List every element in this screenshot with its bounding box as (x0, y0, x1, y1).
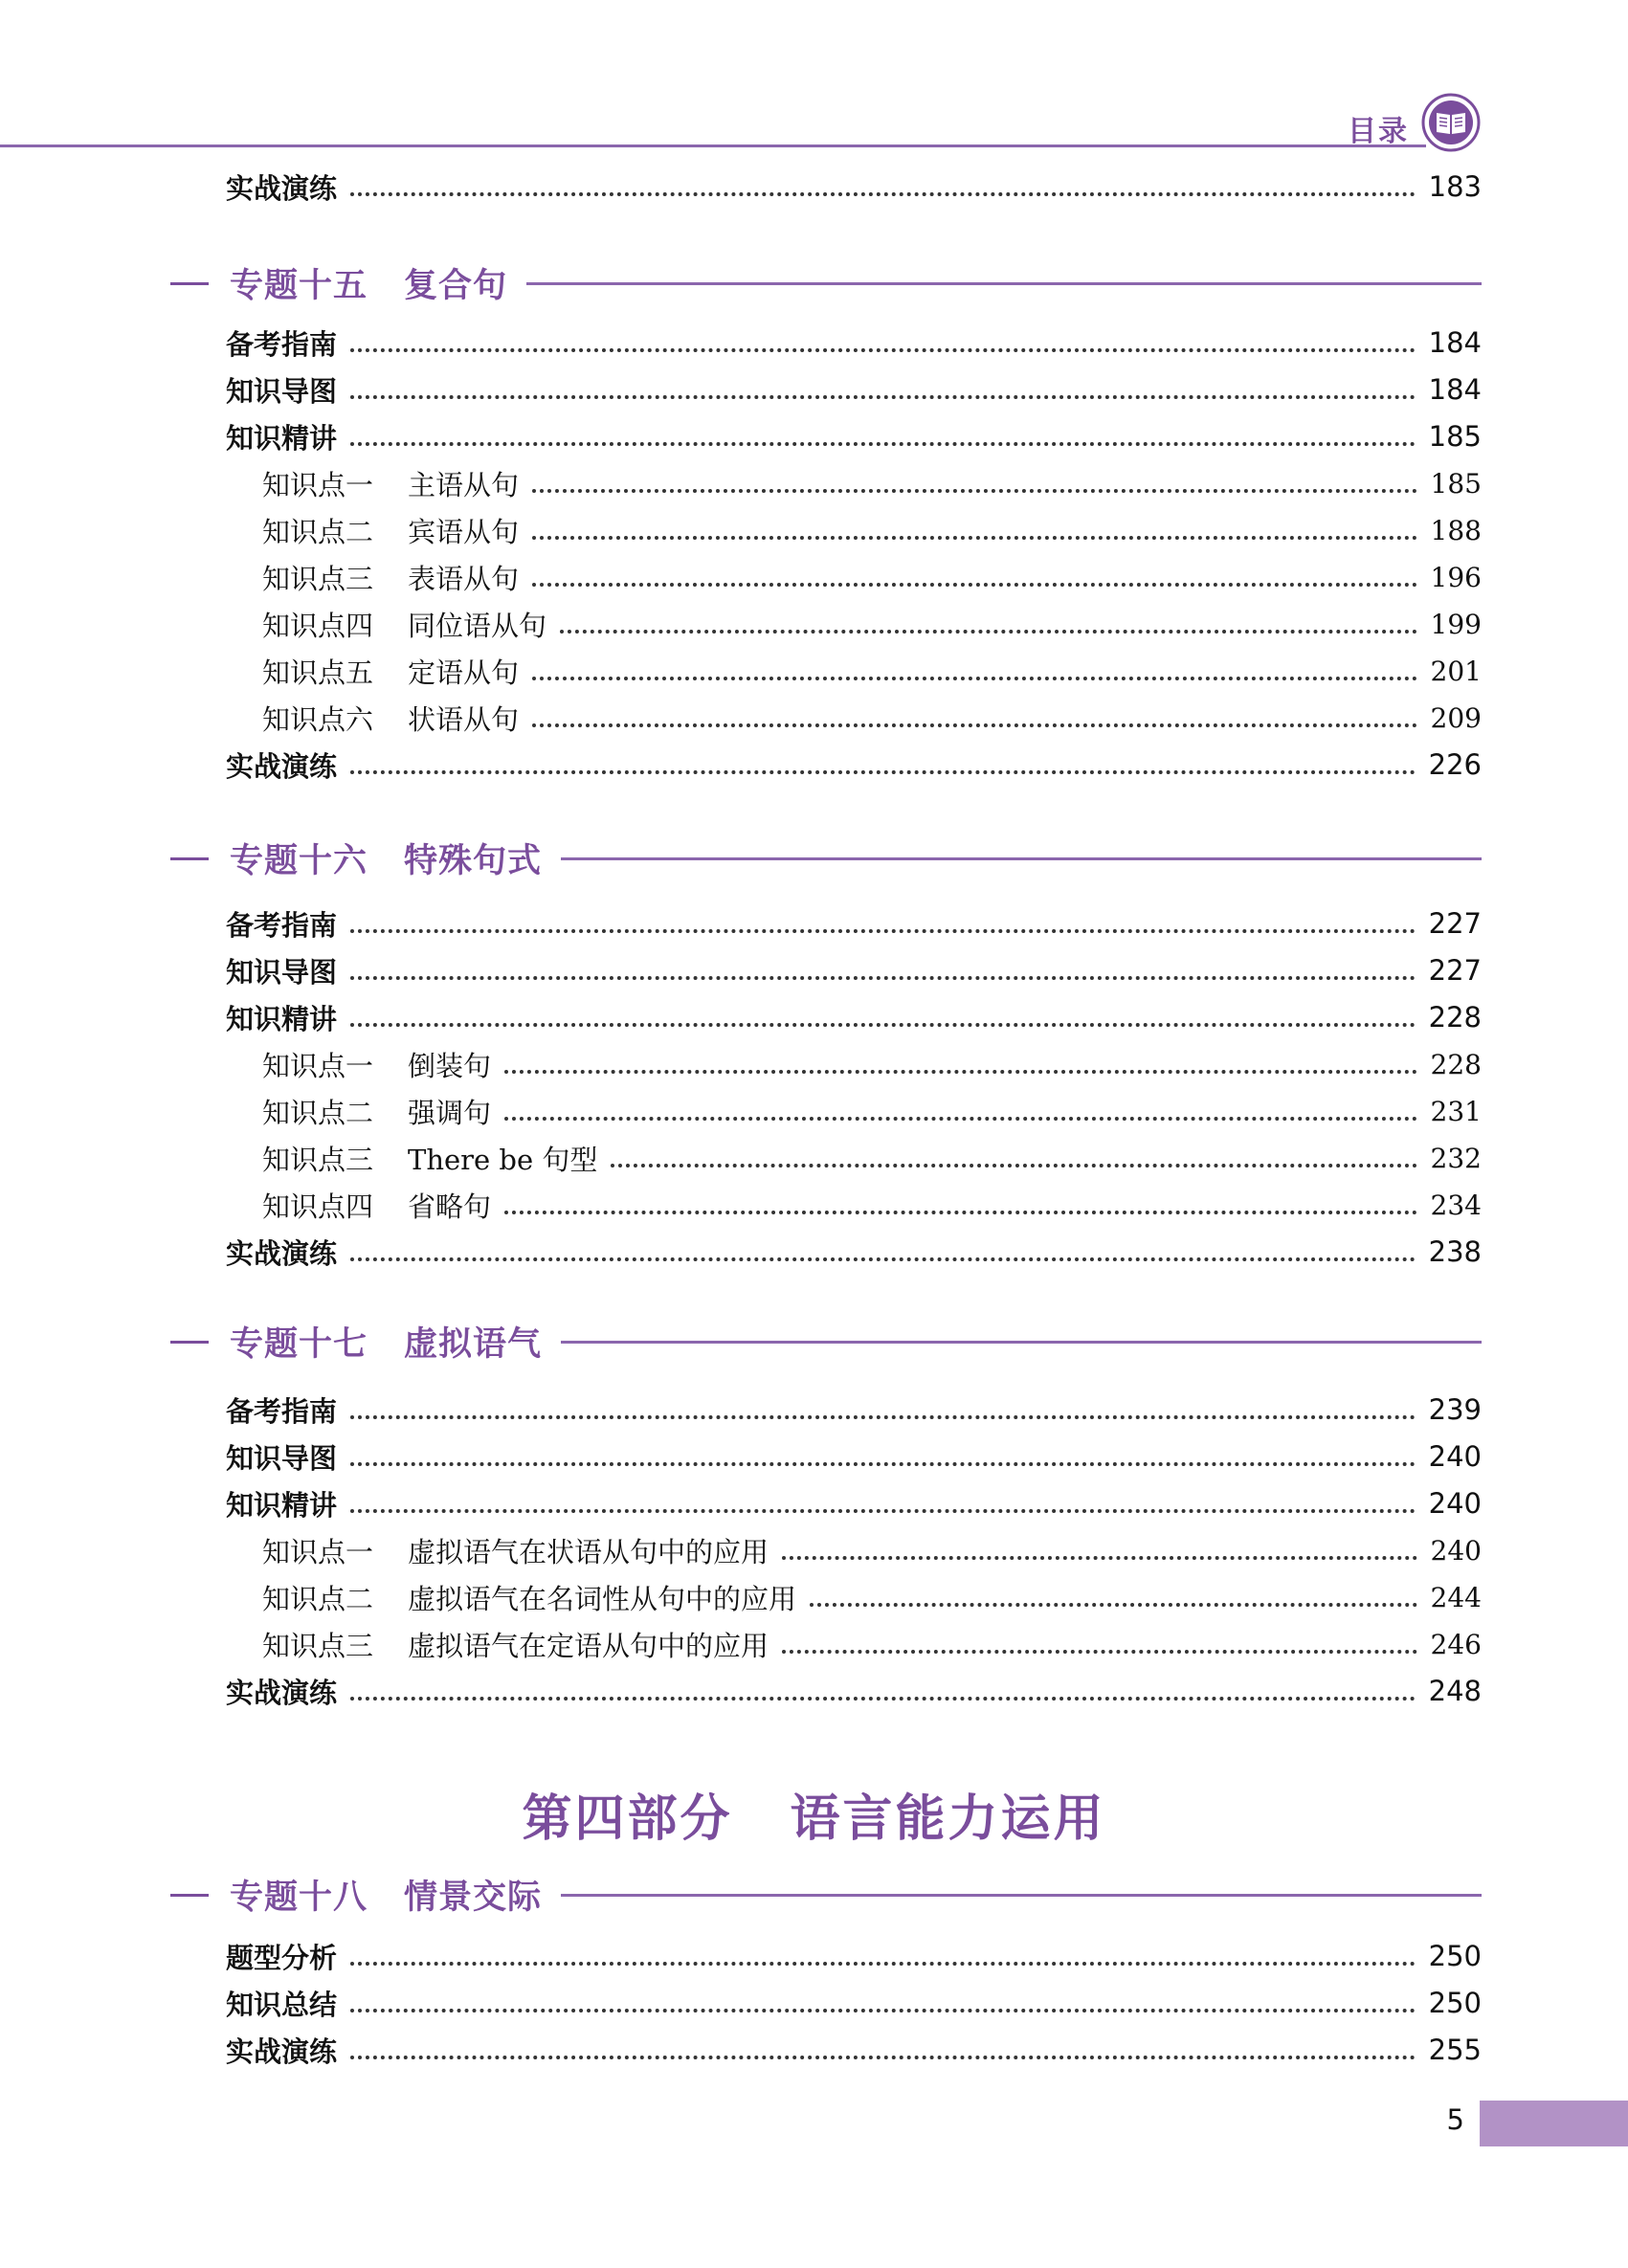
toc-subrow[interactable] (262, 1622, 1482, 1666)
topic-header-15 (170, 258, 1482, 308)
topic-header-16 (170, 834, 1482, 883)
toc-row-title: 实战演练 (226, 2035, 338, 2068)
topic-label: 专题十六 (230, 842, 368, 880)
topic-dash (170, 1341, 209, 1344)
toc-row-page: 184 (1428, 373, 1482, 406)
header-rule (0, 145, 1426, 147)
dot-leader (350, 2056, 1416, 2059)
toc-subrow[interactable] (262, 508, 1482, 552)
toc-subrow[interactable] (262, 1089, 1482, 1133)
knowledge-point-label: 知识点二 (262, 515, 374, 548)
toc-row-page: 239 (1428, 1393, 1482, 1426)
toc-row-page: 185 (1428, 420, 1482, 453)
toc-row-title: 实战演练 (226, 1236, 338, 1270)
toc-row-page: 185 (1430, 467, 1482, 500)
part-label: 第四部分 (522, 1790, 733, 1848)
knowledge-point-name: 表语从句 (408, 562, 520, 595)
topic-rule (561, 1894, 1482, 1897)
dot-leader (532, 489, 1417, 493)
toc-row-title: 知识导图 (226, 374, 338, 408)
toc-row-page: 250 (1428, 1940, 1482, 1972)
knowledge-point-label: 知识点二 (262, 1096, 374, 1129)
dot-leader (782, 1556, 1417, 1560)
knowledge-point-name: 省略句 (408, 1190, 492, 1223)
toc-row-title: 知识总结 (226, 1988, 338, 2021)
toc-row[interactable] (226, 165, 1482, 209)
dot-leader (350, 442, 1416, 446)
toc-row-page: 231 (1430, 1095, 1482, 1127)
toc-row-page: 234 (1430, 1189, 1482, 1221)
toc-row-title: 知识导图 (226, 1441, 338, 1475)
toc-row-title: 备考指南 (226, 327, 338, 361)
toc-row-page: 199 (1430, 608, 1482, 640)
topic-rule (561, 857, 1482, 860)
knowledge-point-label: 知识点一 (262, 1049, 374, 1082)
toc-row-page: 196 (1430, 561, 1482, 593)
toc-row-page: 227 (1428, 954, 1482, 987)
toc-row-title: 题型分析 (226, 1941, 338, 1974)
toc-row[interactable] (226, 1434, 1482, 1479)
dot-leader (350, 1962, 1416, 1966)
dot-leader (350, 1257, 1416, 1261)
topic-label: 专题十五 (230, 267, 368, 305)
toc-subrow[interactable] (262, 602, 1482, 646)
header-title: 目录 (1348, 115, 1409, 148)
part-title (0, 1778, 1628, 1850)
dot-leader (350, 1509, 1416, 1513)
toc-row[interactable] (226, 901, 1482, 945)
toc-row-page: 238 (1428, 1235, 1482, 1268)
page-tab (1480, 2101, 1628, 2146)
knowledge-point-label: 知识点三 (262, 1629, 374, 1662)
topic-name: 特殊句式 (404, 842, 543, 880)
knowledge-point-name: 状语从句 (408, 702, 520, 736)
knowledge-point-name: 宾语从句 (408, 515, 520, 548)
toc-row-page: 228 (1428, 1001, 1482, 1034)
topic-header-17 (170, 1317, 1482, 1367)
toc-row[interactable] (226, 367, 1482, 411)
dot-leader (532, 536, 1417, 540)
toc-row-page: 188 (1430, 514, 1482, 546)
toc-row-page: 209 (1430, 701, 1482, 734)
toc-row-title: 实战演练 (226, 171, 338, 205)
knowledge-point-name: 同位语从句 (408, 609, 547, 642)
topic-dash (170, 1894, 209, 1897)
knowledge-point-name: 虚拟语气在状语从句中的应用 (408, 1535, 769, 1568)
dot-leader (532, 583, 1417, 587)
topic-dash (170, 857, 209, 860)
toc-row[interactable] (226, 1388, 1482, 1432)
knowledge-point-name: 虚拟语气在名词性从句中的应用 (408, 1582, 797, 1615)
toc-row[interactable] (226, 1481, 1482, 1525)
page-number: 5 (1446, 2103, 1464, 2136)
toc-row-title: 知识精讲 (226, 421, 338, 455)
toc-row[interactable] (226, 1669, 1482, 1713)
toc-row-title: 备考指南 (226, 1394, 338, 1428)
toc-row-page: 248 (1428, 1675, 1482, 1707)
dot-leader (350, 770, 1416, 774)
toc-row[interactable] (226, 1981, 1482, 2025)
toc-subrow[interactable] (262, 1528, 1482, 1572)
toc-row[interactable] (226, 321, 1482, 365)
knowledge-point-label: 知识点一 (262, 468, 374, 501)
knowledge-point-label: 知识点六 (262, 702, 374, 736)
toc-row[interactable] (226, 743, 1482, 787)
topic-rule (561, 1341, 1482, 1344)
toc-row-page: 228 (1430, 1048, 1482, 1080)
topic-rule (526, 282, 1482, 285)
dot-leader (504, 1117, 1417, 1121)
toc-subrow[interactable] (262, 461, 1482, 505)
toc-row-page: 246 (1430, 1628, 1482, 1660)
toc-subrow[interactable] (262, 696, 1482, 740)
toc-row[interactable] (226, 1934, 1482, 1978)
knowledge-point-name: 虚拟语气在定语从句中的应用 (408, 1629, 769, 1662)
topic-header-18 (170, 1870, 1482, 1920)
toc-subrow[interactable] (262, 1042, 1482, 1086)
dot-leader (350, 348, 1416, 352)
toc-row-page: 240 (1430, 1534, 1482, 1567)
dot-leader (350, 1462, 1416, 1466)
topic-name: 复合句 (404, 267, 508, 305)
dot-leader (350, 395, 1416, 399)
knowledge-point-label: 知识点一 (262, 1535, 374, 1568)
knowledge-point-label: 知识点四 (262, 1190, 374, 1223)
knowledge-point-label: 知识点二 (262, 1582, 374, 1615)
dot-leader (350, 929, 1416, 933)
dot-leader (611, 1164, 1416, 1167)
knowledge-point-label: 知识点三 (262, 1143, 374, 1176)
topic-label: 专题十八 (230, 1879, 368, 1917)
toc-row-page: 201 (1430, 655, 1482, 687)
toc-row-page: 226 (1428, 748, 1482, 781)
toc-row-title: 知识精讲 (226, 1488, 338, 1522)
toc-subrow[interactable] (262, 1136, 1482, 1180)
part-name: 语言能力运用 (790, 1790, 1106, 1848)
toc-row[interactable] (226, 1230, 1482, 1274)
topic-name: 情景交际 (404, 1879, 543, 1917)
toc-row-page: 227 (1428, 907, 1482, 940)
dot-leader (532, 723, 1417, 727)
toc-row-page: 232 (1430, 1142, 1482, 1174)
knowledge-point-label: 知识点四 (262, 609, 374, 642)
topic-label: 专题十七 (230, 1325, 368, 1364)
knowledge-point-label: 知识点五 (262, 656, 374, 689)
toc-row-title: 备考指南 (226, 908, 338, 942)
dot-leader (350, 1023, 1416, 1027)
toc-row-title: 实战演练 (226, 1676, 338, 1709)
topic-name: 虚拟语气 (404, 1325, 543, 1364)
toc-subrow[interactable] (262, 555, 1482, 599)
dot-leader (350, 1697, 1416, 1701)
toc-row-title: 实战演练 (226, 749, 338, 783)
dot-leader (810, 1603, 1417, 1607)
toc-row-page: 240 (1428, 1440, 1482, 1473)
toc-row[interactable] (226, 995, 1482, 1039)
toc-row-page: 255 (1428, 2034, 1482, 2066)
toc-row[interactable] (226, 414, 1482, 458)
toc-row-title: 知识精讲 (226, 1002, 338, 1035)
dot-leader (504, 1211, 1417, 1214)
knowledge-point-name: 强调句 (408, 1096, 492, 1129)
toc-subrow[interactable] (262, 1575, 1482, 1619)
toc-subrow[interactable] (262, 1183, 1482, 1227)
dot-leader (350, 2009, 1416, 2012)
dot-leader (350, 1415, 1416, 1419)
toc-row-page: 250 (1428, 1987, 1482, 2019)
knowledge-point-name: There be 句型 (408, 1143, 598, 1176)
open-book-icon (1420, 92, 1482, 153)
dot-leader (350, 192, 1416, 196)
toc-row-page: 240 (1428, 1487, 1482, 1520)
knowledge-point-name: 倒装句 (408, 1049, 492, 1082)
knowledge-point-name: 主语从句 (408, 468, 520, 501)
dot-leader (504, 1070, 1417, 1074)
toc-row-page: 184 (1428, 326, 1482, 359)
knowledge-point-label: 知识点三 (262, 562, 374, 595)
toc-row-page: 244 (1430, 1581, 1482, 1613)
toc-row-page: 183 (1428, 170, 1482, 203)
toc-row[interactable] (226, 2028, 1482, 2072)
dot-leader (350, 976, 1416, 980)
toc-row[interactable] (226, 948, 1482, 992)
topic-dash (170, 282, 209, 285)
toc-row-title: 知识导图 (226, 955, 338, 989)
dot-leader (782, 1650, 1417, 1654)
dot-leader (532, 677, 1417, 680)
knowledge-point-name: 定语从句 (408, 656, 520, 689)
toc-subrow[interactable] (262, 649, 1482, 693)
dot-leader (560, 630, 1417, 634)
